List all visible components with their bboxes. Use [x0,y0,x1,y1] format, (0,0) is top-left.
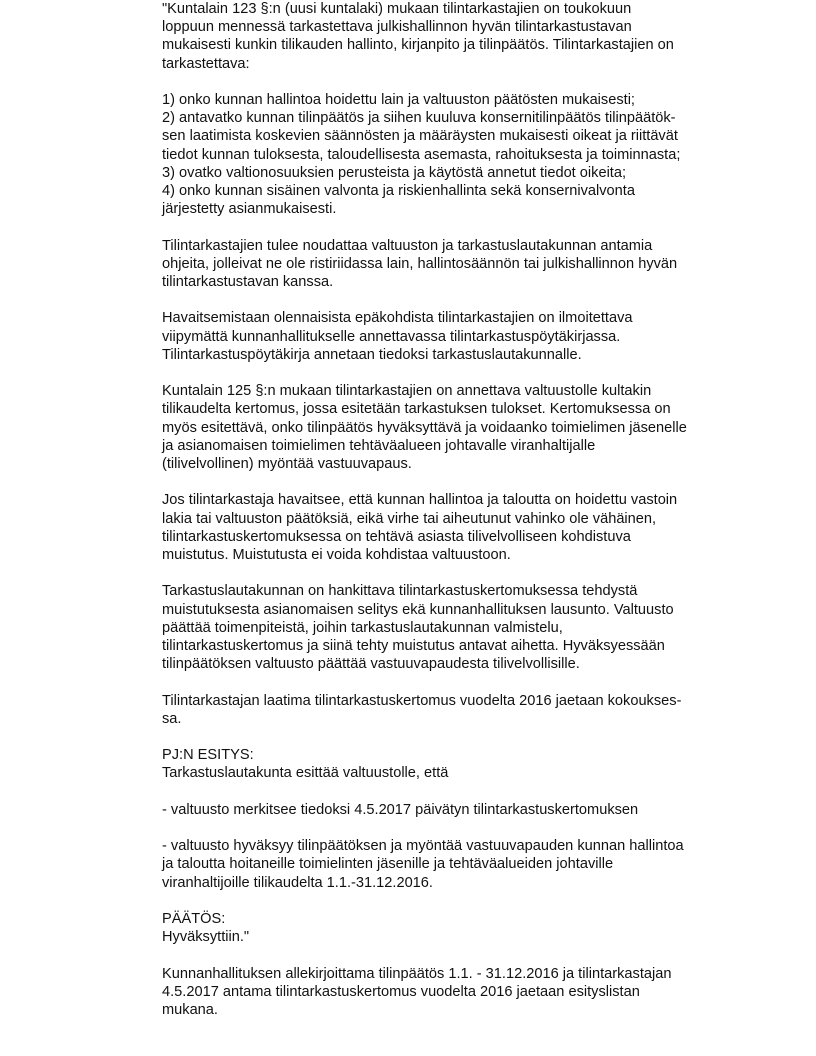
document-body [162,0,802,1037]
text-line: tilikaudelta kertomus, jossa esitetään tarkastuksen tulokset. Kertomuksessa on [162,401,671,418]
text-line: Kuntalain 125 §:n mukaan tilintarkastajien on annettava valtuustolle kultakin [162,383,652,400]
text-line: tiedot kunnan tuloksesta, taloudellisesta asemasta, rahoituksesta ja toiminnasta; [162,146,681,163]
text-line: Tilintarkastajien tulee noudattaa valtuuston ja tarkastuslautakunnan antamia [162,237,653,254]
text-line: tilinpäätöksen valtuusto päättää vastuuvapaudesta tilivelvollisille. [162,656,580,673]
text-line: tilintarkastustavan kanssa. [162,274,334,291]
text-line: Kunnanhallituksen allekirjoittama tilinpäätös 1.1. - 31.12.2016 ja tilintarkastajan [162,965,672,982]
paragraph [162,0,802,73]
text-line: 2) antavatko kunnan tilinpäätös ja siihen kuuluva konsernitilinpäätös tilinpäätök- [162,110,676,127]
text-line: mukana. [162,1001,218,1018]
paragraph [162,237,802,292]
text-line: muistutuksesta asianomaisen selitys ekä kunnanhallituksen lausunto. Valtuusto [162,601,674,618]
paragraph [162,582,802,673]
text-line: Havaitsemistaan olennaisista epäkohdista tilintarkastajien on ilmoitettava [162,310,633,327]
text-line: sa. [162,710,182,727]
text-line: viranhaltijoille tilikaudelta 1.1.-31.12.2016. [162,874,433,891]
text-line: myös esitettävä, onko tilinpäätös hyväksyttävä ja voidaanko toimielimen jäsenelle [162,419,687,436]
text-line: päättää toimenpiteistä, joihin tarkastuslautakunnan valmistelu, [162,619,563,636]
text-line: 4) onko kunnan sisäinen valvonta ja riskienhallinta sekä konsernivalvonta [162,183,635,200]
text-line: - valtuusto hyväksyy tilinpäätöksen ja myöntää vastuuvapauden kunnan hallintoa [162,838,684,855]
paragraph [162,965,802,1020]
text-line: PÄÄTÖS: [162,910,226,927]
text-line: tarkastettava: [162,55,250,72]
text-line: ja taloutta hoitaneille toimielinten jäsenille ja tehtäväalueiden johtaville [162,856,614,873]
paragraph [162,309,802,364]
text-line: 4.5.2017 antama tilintarkastuskertomus vuodelta 2016 jaetaan esityslistan [162,983,640,1000]
text-line: - valtuusto merkitsee tiedoksi 4.5.2017 päivätyn tilintarkastuskertomuksen [162,801,639,818]
text-line: loppuun mennessä tarkastettava julkishallinnon hyvän tilintarkastustavan [162,19,632,36]
text-line: PJ:N ESITYS: [162,747,254,764]
text-line: lakia tai valtuuston päätöksiä, eikä virhe tai aiheutunut vahinko ole vähäinen, [162,510,657,527]
paragraph [162,910,802,946]
text-line: mukaisesti kunkin tilikauden hallinto, kirjanpito ja tilinpäätös. Tilintarkastajien on [162,37,674,54]
text-line: ja asianomaisen toimielimen tehtäväalueen johtavalle viranhaltijalle [162,437,596,454]
text-line: tilintarkastuskertomus ja siinä tehty muistutus antavat aihetta. Hyväksyessään [162,638,665,655]
text-line: tilintarkastuskertomuksessa on tehtävä asiasta tilivelvolliseen kohdistuva [162,528,631,545]
text-line: muistutus. Muistutusta ei voida kohdistaa valtuustoon. [162,547,511,564]
text-line: 3) ovatko valtionosuuksien perusteista ja käytöstä annetut tiedot oikeita; [162,164,627,181]
text-line: ohjeita, jolleivat ne ole ristiriidassa lain, hallintosäännön tai julkishallinnon hyvän [162,255,678,272]
text-line: "Kuntalain 123 §:n (uusi kuntalaki) mukaan tilintarkastajien on toukokuun [162,1,632,17]
text-line: Tilintarkastajan laatima tilintarkastuskertomus vuodelta 2016 jaetaan kokoukses- [162,692,682,709]
paragraph [162,491,802,564]
text-line: 1) onko kunnan hallintoa hoidettu lain ja valtuuston päätösten mukaisesti; [162,92,635,108]
paragraph [162,382,802,473]
paragraph [162,91,802,218]
paragraph [162,692,802,728]
text-line: Tarkastuslautakunta esittää valtuustolle, että [162,765,449,782]
text-line: viipymättä kunnanhallitukselle annettavassa tilintarkastuspöytäkirjassa. [162,328,621,345]
text-line: Hyväksyttiin." [162,929,250,946]
text-line: Jos tilintarkastaja havaitsee, että kunnan hallintoa ja taloutta on hoidettu vastoin [162,492,678,509]
text-line: järjestetty asianmukaisesti. [162,201,337,218]
text-line: (tilivelvollinen) myöntää vastuuvapaus. [162,456,412,473]
paragraph [162,746,802,782]
paragraph [162,801,802,819]
text-line: sen laatimista koskevien säännösten ja määräysten mukaisesti oikeat ja riittävät [162,128,678,145]
text-line: Tilintarkastuspöytäkirja annetaan tiedoksi tarkastuslautakunnalle. [162,346,582,363]
text-line: Tarkastuslautakunnan on hankittava tilintarkastuskertomuksessa tehdystä [162,583,638,600]
paragraph [162,837,802,892]
